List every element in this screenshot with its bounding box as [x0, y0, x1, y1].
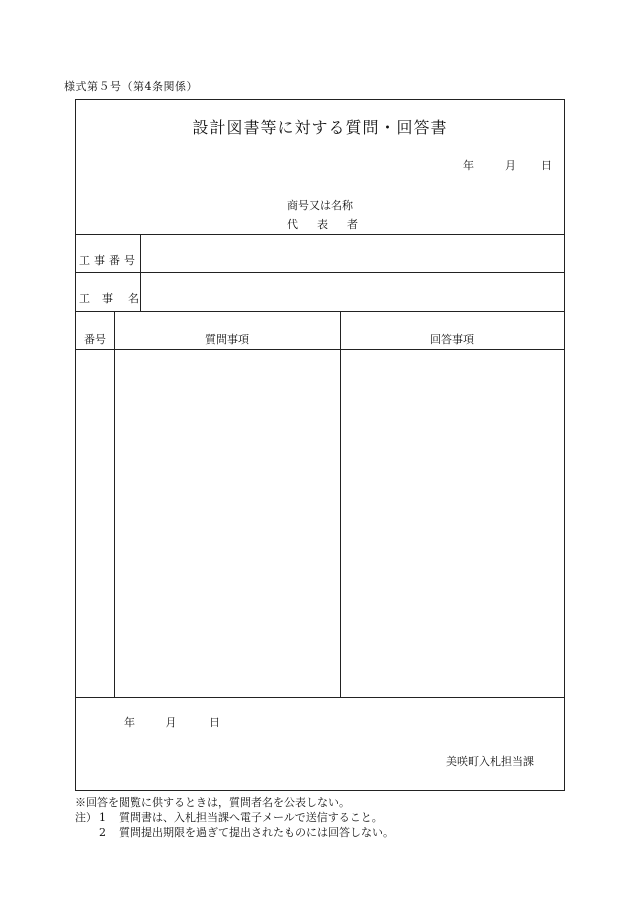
- number-cell[interactable]: [76, 350, 114, 696]
- divider-construction-name: [76, 311, 564, 312]
- note-text: 質問書は、入札担当課へ電子メールで送信すること。: [119, 811, 383, 824]
- note-number: 2: [99, 826, 106, 839]
- divider-table-bottom: [76, 697, 564, 698]
- representative-label: 代表者: [287, 218, 377, 231]
- answer-year-label: 年: [124, 716, 135, 729]
- form-title: 設計図書等に対する質問・回答書: [192, 118, 448, 137]
- notes-section: [75, 795, 394, 840]
- note-item-1: [75, 810, 394, 825]
- header-answer: 回答事項: [430, 333, 474, 346]
- applicant-block: [287, 196, 377, 234]
- answer-day-label: 日: [209, 716, 220, 729]
- question-cell[interactable]: [115, 350, 340, 696]
- header-number: 番号: [84, 333, 106, 346]
- submission-date: [463, 157, 552, 173]
- answer-month-label: 月: [165, 716, 177, 729]
- form-frame: [75, 99, 565, 791]
- date-day-label: 日: [541, 159, 552, 172]
- note-text: 質問提出期限を過ぎて提出されたものには回答しない。: [119, 826, 394, 839]
- note-item-2: [75, 825, 394, 840]
- date-month-label: 月: [505, 159, 516, 172]
- note-prefix: 注）: [75, 811, 97, 824]
- construction-name-char1: 工: [79, 292, 90, 305]
- department-name: 美咲町入札担当課: [446, 755, 534, 768]
- construction-name-char2: 事: [102, 292, 113, 305]
- date-year-label: 年: [463, 159, 474, 172]
- construction-number-label: 工事番号: [79, 254, 139, 267]
- note-number: 1: [99, 811, 106, 824]
- construction-name-char3: 名: [128, 292, 139, 305]
- company-name-label: 商号又は名称: [287, 199, 353, 212]
- divider-construction-number: [76, 272, 564, 273]
- disclosure-note: ※回答を閲覧に供するときは，質問者名を公表しない。: [75, 796, 350, 809]
- header-question: 質問事項: [205, 333, 249, 346]
- answer-cell[interactable]: [341, 350, 564, 696]
- answer-date: [124, 714, 220, 730]
- form-number: 様式第５号（第4条関係）: [64, 80, 198, 93]
- divider-header: [76, 234, 564, 235]
